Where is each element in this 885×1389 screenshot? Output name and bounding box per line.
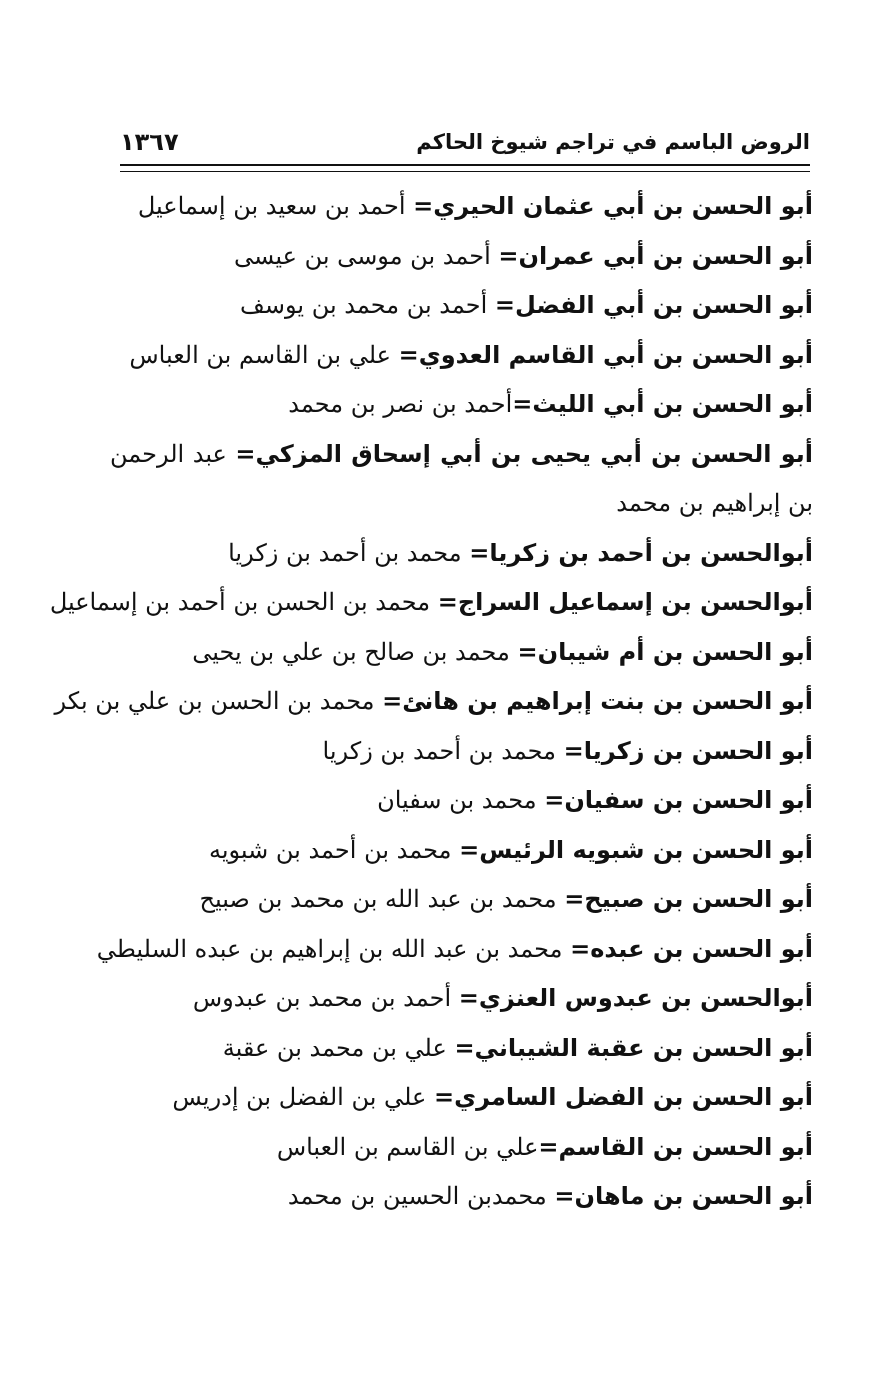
entry-reference: أحمد بن محمد بن عبدوس — [192, 984, 459, 1012]
entry-name: أبو الحسن بن ماهان= — [554, 1182, 813, 1210]
running-title: الروض الباسم في تراجم شيوخ الحاكم — [416, 130, 810, 154]
name-index-list — [49, 182, 813, 1222]
entry-name: أبو الحسن بن القاسم= — [538, 1132, 813, 1161]
index-entry — [110, 430, 813, 529]
running-header — [120, 124, 810, 160]
index-entry — [96, 925, 813, 975]
entry-reference: أحمد بن سعيد بن إسماعيل — [137, 192, 414, 220]
index-entry — [110, 628, 813, 678]
index-entry — [110, 281, 813, 331]
entry-name: أبو الحسن بن أبي الفضل= — [494, 291, 813, 319]
entry-reference: علي بن الفضل بن إدريس — [172, 1083, 434, 1111]
index-entry — [110, 182, 813, 232]
entry-reference: علي بن القاسم بن العباس — [276, 1132, 539, 1161]
index-entry — [110, 529, 813, 579]
index-entry — [110, 875, 813, 925]
entry-reference: محمدبن الحسين بن محمد — [287, 1182, 555, 1210]
entry-name: أبو الحسن بن سفيان= — [544, 786, 813, 814]
header-rule — [120, 164, 810, 172]
index-entry — [110, 1123, 813, 1173]
entry-reference: عبد الرحمن بن إبراهيم بن محمد — [110, 439, 813, 517]
entry-name: أبو الحسن بن زكريا= — [563, 736, 813, 765]
entry-reference: محمد بن الحسن بن علي بن بكر — [54, 687, 383, 715]
entry-reference: أحمد بن محمد بن يوسف — [240, 291, 495, 319]
entry-reference: محمد بن سفيان — [377, 786, 545, 814]
page-number: ١٣٦٧ — [120, 128, 179, 156]
index-entry — [110, 776, 813, 826]
entry-name: أبو الحسن بن أم شيبان= — [517, 637, 813, 666]
entry-name: أبوالحسن بن أحمد بن زكريا= — [469, 538, 813, 567]
index-entry — [110, 331, 813, 381]
entry-reference: علي بن القاسم بن العباس — [129, 340, 399, 369]
entry-name: أبو الحسن بن صبيح= — [564, 885, 813, 913]
entry-name: أبو الحسن بن أبي القاسم العدوي= — [398, 340, 813, 369]
entry-name: أبوالحسن بن عبدوس العنزي= — [458, 984, 813, 1012]
index-entry — [54, 677, 813, 727]
index-entry — [110, 232, 813, 282]
index-entry — [110, 974, 813, 1024]
entry-reference: أحمد بن موسى بن عيسى — [234, 241, 499, 270]
entry-reference: محمد بن الحسن بن أحمد بن إسماعيل — [49, 588, 438, 616]
index-entry — [49, 578, 813, 628]
entry-name: أبو الحسن بن الفضل السامري= — [433, 1083, 813, 1111]
entry-reference: محمد بن أحمد بن زكريا — [322, 736, 564, 765]
index-entry — [110, 826, 813, 876]
index-entry — [110, 1172, 813, 1222]
entry-reference: محمد بن عبد الله بن محمد بن صبيح — [199, 885, 565, 913]
entry-reference: علي بن محمد بن عقبة — [222, 1033, 455, 1062]
entry-reference: محمد بن أحمد بن زكريا — [228, 538, 470, 567]
index-entry — [110, 380, 813, 430]
entry-name: أبوالحسن بن إسماعيل السراج= — [437, 588, 813, 616]
entry-name: أبو الحسن بن أبي يحيى بن أبي إسحاق المزكي= — [235, 439, 813, 468]
entry-name: أبو الحسن بن أبي الليث= — [512, 390, 813, 418]
entry-name: أبو الحسن بن بنت إبراهيم بن هانئ= — [382, 687, 813, 715]
entry-reference: محمد بن أحمد بن شبويه — [208, 835, 460, 864]
entry-name: أبو الحسن بن عقبة الشيباني= — [454, 1033, 813, 1062]
entry-reference: محمد بن عبد الله بن إبراهيم بن عبده السليطي — [96, 934, 571, 963]
entry-name: أبو الحسن بن أبي عثمان الحيري= — [413, 192, 813, 220]
index-entry — [110, 727, 813, 777]
entry-name: أبو الحسن بن أبي عمران= — [498, 241, 813, 270]
entry-reference: محمد بن صالح بن علي بن يحيى — [192, 637, 518, 666]
entry-name: أبو الحسن بن عبده= — [570, 934, 813, 963]
entry-name: أبو الحسن بن شبويه الرئيس= — [459, 835, 813, 864]
entry-reference: أحمد بن نصر بن محمد — [288, 390, 513, 418]
index-entry — [110, 1073, 813, 1123]
index-entry — [110, 1024, 813, 1074]
